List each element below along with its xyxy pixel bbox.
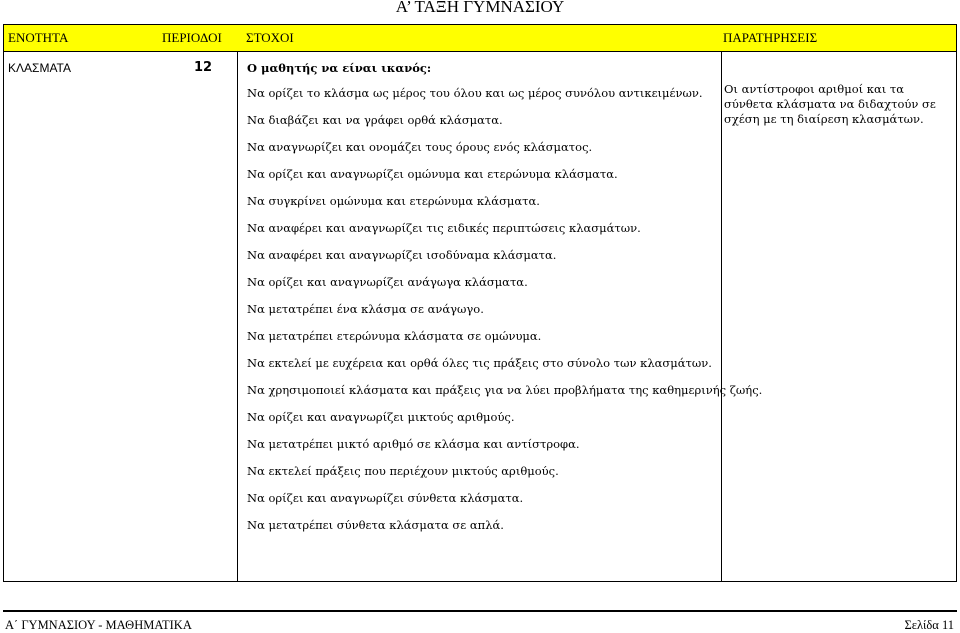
objective-item: Να ορίζει και αναγνωρίζει ομώνυμα και ετερώνυμα κλάσματα. (247, 167, 618, 181)
header-objectives: ΣΤΟΧΟΙ (246, 30, 294, 45)
objective-item: Να μετατρέπει σύνθετα κλάσματα σε απλά. (247, 518, 504, 532)
column-divider (721, 52, 722, 581)
unit-cell: ΚΛΑΣΜΑΤΑ (8, 61, 71, 75)
curriculum-table (3, 24, 957, 582)
objective-item: Να αναφέρει και αναγνωρίζει τις ειδικές περιπτώσεις κλασμάτων. (247, 221, 641, 235)
objective-item: Να χρησιμοποιεί κλάσματα και πράξεις για να λύει προβλήματα της καθημερινής ζωής. (247, 383, 763, 397)
objective-item: Να μετατρέπει ετερώνυμα κλάσματα σε ομώνυμα. (247, 329, 542, 343)
objective-item: Να εκτελεί με ευχέρεια και ορθά όλες τις πράξεις στο σύνολο των κλασμάτων. (247, 356, 712, 370)
objective-item: Να ορίζει και αναγνωρίζει μικτούς αριθμούς. (247, 410, 515, 424)
table-header-row (4, 25, 956, 52)
objective-item: Να μετατρέπει μικτό αριθμό σε κλάσμα και αντίστροφα. (247, 437, 580, 451)
remarks-cell: Οι αντίστροφοι αριθμοί και τα σύνθετα κλάσματα να διδαχτούν σε σχέση με τη διαίρεση κλασμάτων. (724, 82, 936, 126)
footer-course-title: Α΄ ΓΥΜΝΑΣΙΟΥ - ΜΑΘΗΜΑΤΙΚΑ (5, 618, 192, 632)
objectives-intro: Ο μαθητής να είναι ικανός: (247, 61, 432, 75)
header-periods: ΠΕΡΙΟΔΟΙ (162, 30, 222, 45)
header-remarks: ΠΑΡΑΤΗΡΗΣΕΙΣ (723, 30, 818, 45)
objective-item: Να ορίζει το κλάσμα ως μέρος του όλου και ως μέρος συνόλου αντικειμένων. (247, 86, 703, 100)
header-unit: ΕΝΟΤΗΤΑ (8, 30, 69, 45)
objective-item: Να ορίζει και αναγνωρίζει σύνθετα κλάσματα. (247, 491, 524, 505)
objective-item: Να διαβάζει και να γράφει ορθά κλάσματα. (247, 113, 503, 127)
column-divider (237, 52, 238, 581)
periods-cell: 12 (194, 60, 213, 75)
page-title: Α’ ΤΑΞΗ ΓΥΜΝΑΣΙΟΥ (395, 0, 565, 16)
footer-divider (3, 610, 957, 612)
objective-item: Να αναγνωρίζει και ονομάζει τους όρους ενός κλάσματος. (247, 140, 593, 154)
objective-item: Να αναφέρει και αναγνωρίζει ισοδύναμα κλάσματα. (247, 248, 557, 262)
objective-item: Να συγκρίνει ομώνυμα και ετερώνυμα κλάσματα. (247, 194, 540, 208)
objective-item: Να μετατρέπει ένα κλάσμα σε ανάγωγο. (247, 302, 484, 316)
objective-item: Να ορίζει και αναγνωρίζει ανάγωγα κλάσματα. (247, 275, 528, 289)
objective-item: Να εκτελεί πράξεις που περιέχουν μικτούς αριθμούς. (247, 464, 559, 478)
footer-page-number: Σελίδα 11 (904, 618, 954, 632)
